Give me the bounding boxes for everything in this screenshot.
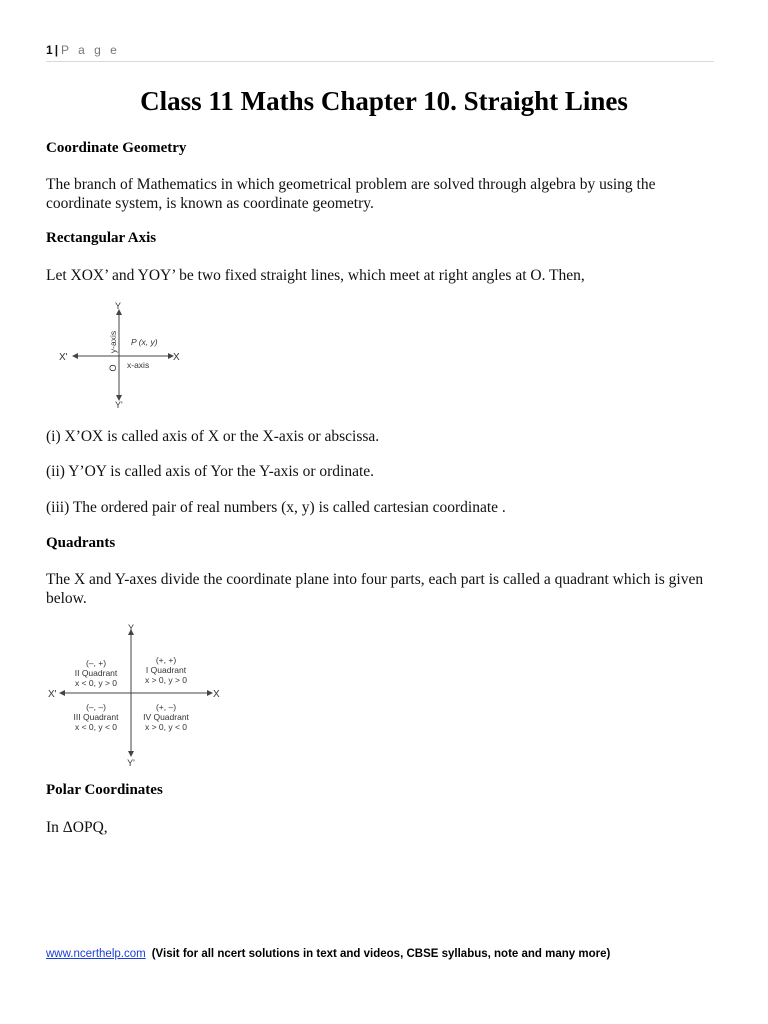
q-label-x-prime: X' (48, 689, 57, 700)
q3-condition: x < 0, y < 0 (74, 722, 118, 732)
q2-sign: (–, +) (85, 658, 107, 668)
quadrants-description: The X and Y-axes divide the coordinate plane into four parts, each part is called a quadrant which is given below. (46, 571, 704, 607)
q4-name: IV Quadrant (143, 712, 189, 722)
heading-rectangular-axis: Rectangular Axis (46, 230, 157, 246)
label-y-axis: y-axis (108, 330, 118, 354)
page-footer (46, 948, 610, 960)
q-label-y-prime: Y' (127, 758, 135, 768)
q4-sign: (+, –) (155, 702, 177, 712)
q2-name: II Quadrant (74, 668, 118, 678)
q3-name: III Quadrant (73, 712, 119, 722)
q-label-x: X (213, 689, 220, 700)
quadrants-diagram (46, 620, 221, 768)
rectangular-axis-intro: Let XOX’ and YOY’ be two fixed straight lines, which meet at right angles at O. Then, (46, 267, 585, 284)
rectangular-axis-item-1: (i) X’OX is called axis of X or the X-axis or abscissa. (46, 428, 380, 445)
document-title: Class 11 Maths Chapter 10. Straight Lines (140, 86, 628, 116)
label-y-prime: Y' (115, 400, 123, 410)
page-header (46, 43, 714, 62)
heading-coordinate-geometry: Coordinate Geometry (46, 140, 187, 156)
q1-sign: (+, +) (155, 655, 177, 665)
q-label-y: Y (127, 623, 135, 633)
label-point-p: P (x, y) (131, 337, 158, 347)
page-number: 1 (46, 43, 53, 57)
label-x-axis: x-axis (127, 360, 150, 370)
footer-note: (Visit for all ncert solutions in text and videos, CBSE syllabus, note and many more) (151, 948, 611, 960)
footer-link[interactable]: www.ncerthelp.com (46, 948, 146, 960)
label-y: Y (115, 301, 122, 311)
label-x: X (173, 352, 180, 363)
label-x-prime: X' (59, 352, 68, 363)
label-origin: O (108, 364, 118, 372)
rectangular-axis-item-2: (ii) Y’OY is called axis of Yor the Y-axis or ordinate. (46, 463, 375, 480)
polar-coordinates-text: In ΔOPQ, (46, 819, 108, 836)
rectangular-axis-item-3: (iii) The ordered pair of real numbers (x, y) is called cartesian coordinate . (46, 499, 506, 516)
q4-condition: x > 0, y < 0 (144, 722, 188, 732)
heading-quadrants: Quadrants (46, 535, 116, 551)
q1-condition: x > 0, y > 0 (144, 675, 188, 685)
coordinate-geometry-definition: The branch of Mathematics in which geometrical problem are solved through algebra by using the coordinate system, is known as coordinate geometry. (46, 176, 656, 212)
q1-name: I Quadrant (145, 665, 187, 675)
page-separator: | (54, 43, 59, 57)
rectangular-axis-diagram (55, 300, 190, 410)
heading-polar-coordinates: Polar Coordinates (46, 782, 163, 798)
q2-condition: x < 0, y > 0 (74, 678, 118, 688)
q3-sign: (–, –) (86, 702, 106, 712)
page-word: P a g e (61, 43, 120, 57)
